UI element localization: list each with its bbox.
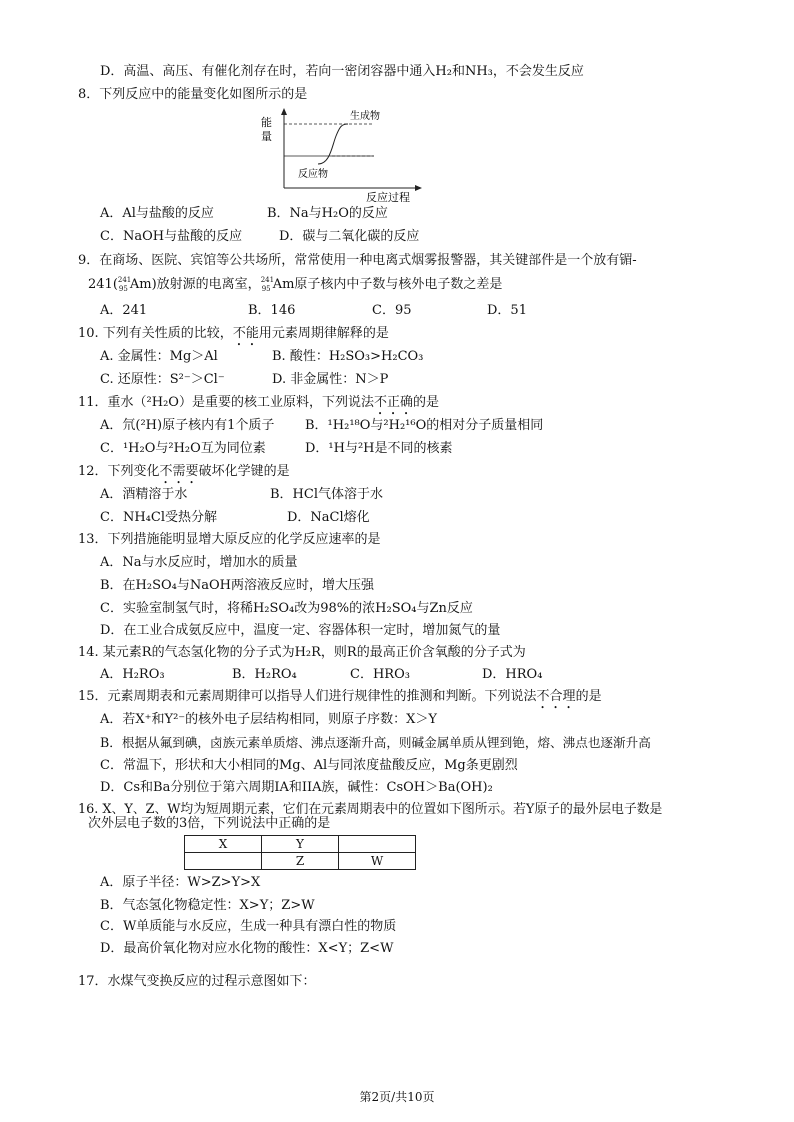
q14-option-d: D．HRO₄: [482, 667, 543, 682]
q13-option-a: A．Na与水反应时，增加水的质量: [100, 555, 298, 570]
q15-option-b: B．根据从氟到碘，卤族元素单质熔、沸点逐渐升高，则碱金属单质从锂到铯，熔、沸点也逐渐升高: [100, 735, 651, 750]
q11-stem: 11．重水（²H₂O）是重要的核工业原料，下列说法不正确的是: [78, 395, 439, 410]
q9-text-1: 241(: [88, 277, 118, 292]
periodic-position-table: [184, 835, 416, 870]
q16-option-a: A．原子半径：W>Z>Y>X: [100, 875, 261, 890]
y-label-1: 能: [261, 116, 272, 129]
q14-stem: 14. 某元素R的气态氢化物的分子式为H₂R，则R的最高正价含氧酸的分子式为: [78, 645, 526, 660]
q15-option-d: D．Cs和Ba分别位于第六周期IA和IIA族，碱性：CsOH＞Ba(OH)₂: [100, 780, 493, 795]
q16-option-c: C．W单质能与水反应，生成一种具有漂白性的物质: [100, 919, 397, 934]
x-axis-arrow: [415, 185, 422, 191]
q13-option-b: B．在H₂SO₄与NaOH两溶液反应时，增大压强: [100, 578, 374, 593]
q15-option-a: A．若X⁺和Y²⁻的核外电子层结构相同，则原子序数：X＞Y: [100, 712, 437, 727]
q14-option-b: B．H₂RO₄: [232, 667, 297, 682]
energy-diagram: [258, 106, 428, 202]
emphasis-incorrect: 不正确: [373, 395, 413, 410]
q15-option-c: C．常温下，形状和大小相同的Mg、Al与同浓度盐酸反应，Mg条更剧烈: [100, 758, 518, 773]
x-label: 反应过程: [366, 191, 410, 202]
q8-option-b: B．Na与H₂O的反应: [267, 206, 388, 221]
q9-option-a: A．241: [100, 303, 148, 318]
q16-stem-line1: 16. X、Y、Z、W均为短周期元素，它们在元素周期表中的位置如下图所示。若Y原子的最外层电子数是: [78, 802, 663, 817]
table-cell: [185, 853, 262, 870]
q13-stem: 13．下列措施能明显增大原反应的化学反应速率的是: [78, 532, 381, 547]
q9-option-b: B．146: [248, 303, 296, 318]
q14-option-c: C．HRO₃: [350, 667, 410, 682]
q14-option-a: A．H₂RO₃: [100, 667, 165, 682]
q16-option-d: D．最高价氧化物对应水化物的酸性：X<Y；Z<W: [100, 941, 394, 956]
table-cell: Y: [262, 836, 339, 853]
q10-option-a: A. 金属性：Mg＞Al: [100, 349, 218, 364]
q9-text-2: Am)放射源的电离室，: [129, 277, 261, 292]
y-axis-arrow: [281, 108, 287, 115]
page-footer: 第2页/共10页: [359, 1090, 435, 1104]
q9-option-c: C．95: [372, 303, 412, 318]
q8-option-a: A．Al与盐酸的反应: [100, 206, 214, 221]
q11-option-b: B．¹H₂¹⁸O与²H₂¹⁶O的相对分子质量相同: [305, 418, 544, 433]
q9-stem-line1: 9．在商场、医院、宾馆等公共场所，常常使用一种电离式烟雾报警器，其关键部件是一个放有镅-: [78, 253, 637, 268]
reactant-label: 反应物: [298, 169, 328, 180]
q8-option-d: D．碳与二氧化碳的反应: [279, 229, 420, 244]
q8-option-c: C．NaOH与盐酸的反应: [100, 229, 243, 244]
table-cell: X: [185, 836, 262, 853]
q9-text-3: Am原子核内中子数与核外电子数之差是: [272, 277, 503, 292]
reaction-curve: [318, 124, 348, 164]
q12-stem: 12．下列变化不需要破坏化学键的是: [78, 464, 290, 479]
q10-option-d: D. 非金属性：N＞P: [272, 372, 389, 387]
q15-stem: 15．元素周期表和元素周期律可以指导人们进行规律性的推测和判断。下列说法不合理的是: [78, 689, 602, 704]
q7-option-d: D．高温、高压、有催化剂存在时，若向一密闭容器中通入H₂和NH₃，不会发生反应: [100, 64, 584, 79]
table-cell: W: [339, 853, 416, 870]
q12-option-b: B．HCl气体溶于水: [270, 487, 383, 502]
q11-option-c: C．¹H₂O与²H₂O互为同位素: [100, 441, 266, 456]
product-label: 生成物: [350, 111, 380, 122]
nuclide-am-2: 241 95: [260, 276, 275, 293]
table-row: [185, 853, 416, 870]
q17-stem: 17．水煤气变换反应的过程示意图如下：: [78, 974, 316, 989]
q12-option-d: D．NaCl熔化: [287, 510, 370, 525]
q13-option-d: D．在工业合成氨反应中，温度一定、容器体积一定时，增加氮气的量: [100, 623, 501, 638]
q16-stem-line2: 次外层电子数的3倍，下列说法中正确的是: [88, 816, 331, 831]
q8-stem: 8．下列反应中的能量变化如图所示的是: [78, 87, 308, 102]
table-cell: Z: [262, 853, 339, 870]
q9-option-d: D．51: [487, 303, 527, 318]
y-label-2: 量: [261, 130, 272, 143]
q13-option-c: C．实验室制氢气时，将稀H₂SO₄改为98%的浓H₂SO₄与Zn反应: [100, 601, 473, 616]
q10-option-c: C. 还原性：S²⁻＞Cl⁻: [100, 372, 225, 387]
emphasis-unreasonable: 不合理: [536, 689, 576, 704]
nuclide-am-1: 241 95: [117, 276, 132, 293]
table-row: [185, 836, 416, 853]
q10-option-b: B. 酸性：H₂SO₃>H₂CO₃: [272, 349, 424, 364]
q9-stem-line2: [88, 276, 502, 294]
q16-option-b: B．气态氢化物稳定性：X>Y；Z>W: [100, 898, 315, 913]
q11-option-d: D．¹H与²H是不同的核素: [305, 441, 453, 456]
emphasis-not-need: 不需要: [159, 464, 199, 479]
q12-option-a: A．酒精溶于水: [100, 487, 188, 502]
q10-stem: 10. 下列有关性质的比较，不能用元素周期律解释的是: [78, 326, 389, 341]
q11-option-a: A．氘(²H)原子核内有1个质子: [100, 418, 275, 433]
emphasis-not-able: 不能: [232, 326, 259, 341]
table-cell: [339, 836, 416, 853]
q12-option-c: C．NH₄Cl受热分解: [100, 510, 217, 525]
